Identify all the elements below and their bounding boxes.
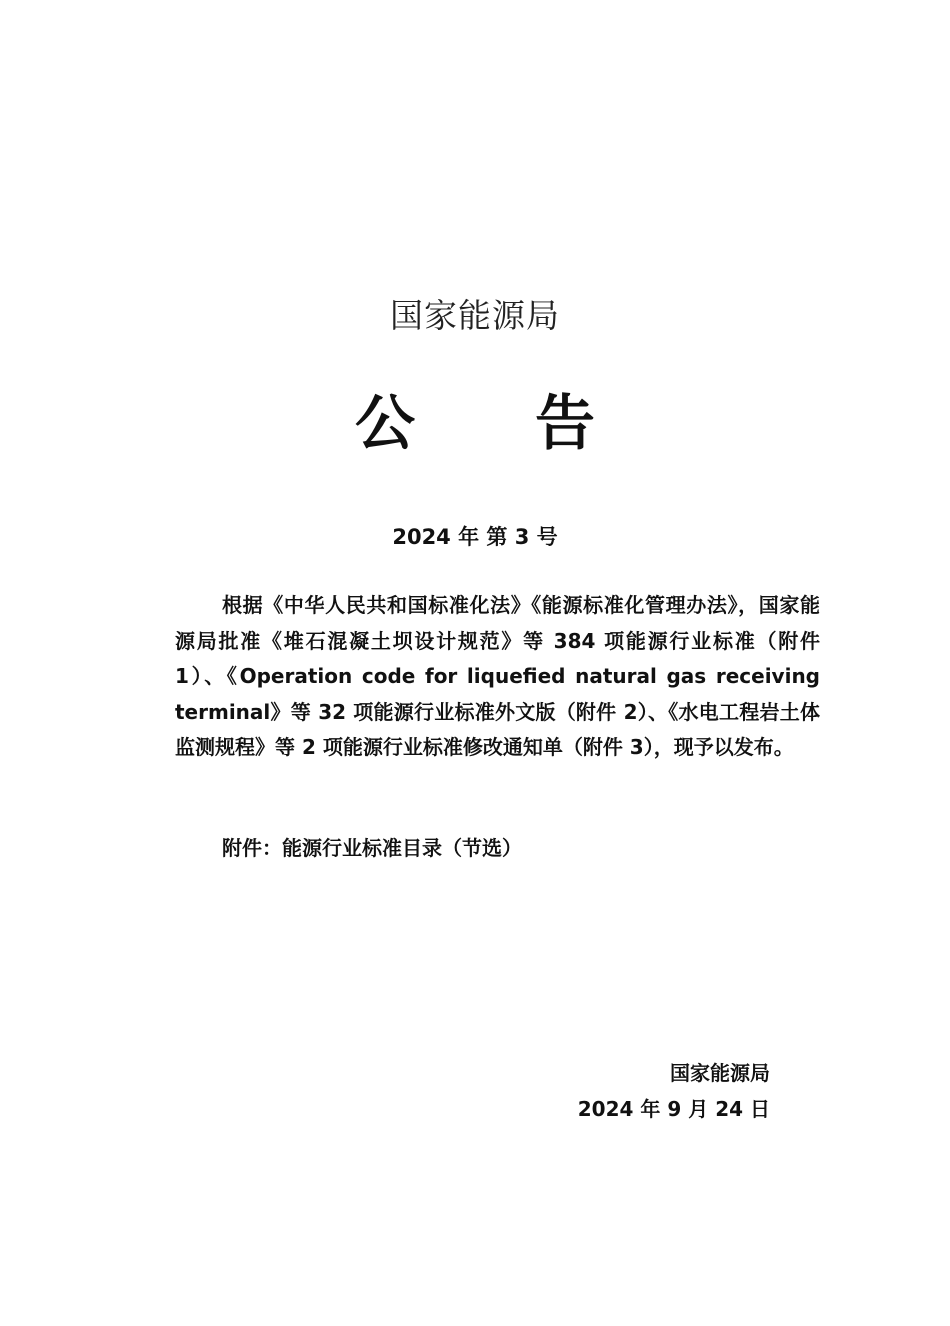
- title-gap: [415, 376, 535, 462]
- announcement-title: [0, 376, 950, 462]
- signature-block: [578, 1055, 770, 1127]
- document-number: 2024 年 第 3 号: [392, 525, 558, 549]
- signature-date: 2024 年 9 月 24 日: [577, 1097, 770, 1121]
- title-char-1: 公: [355, 389, 415, 459]
- attachment-line: 附件：能源行业标准目录（节选）: [222, 836, 522, 860]
- title-char-2: 告: [535, 389, 595, 459]
- signature-org: 国家能源局: [670, 1061, 770, 1085]
- body-paragraph: 根据《中华人民共和国标准化法》《能源标准化管理办法》，国家能源局批准《堆石混凝土坝设计规范》等 384 项能源行业标准（附件 1）、《Operation code for liquefied natural gas receiving terminal》等 32 项能源行业标准外文版（附件 2）、《水电工程岩土体监测规程》等 2 项能源行业标准修改通知单（附件 3），现予以发布。: [175, 593, 820, 759]
- issuer-heading: 国家能源局: [390, 296, 560, 335]
